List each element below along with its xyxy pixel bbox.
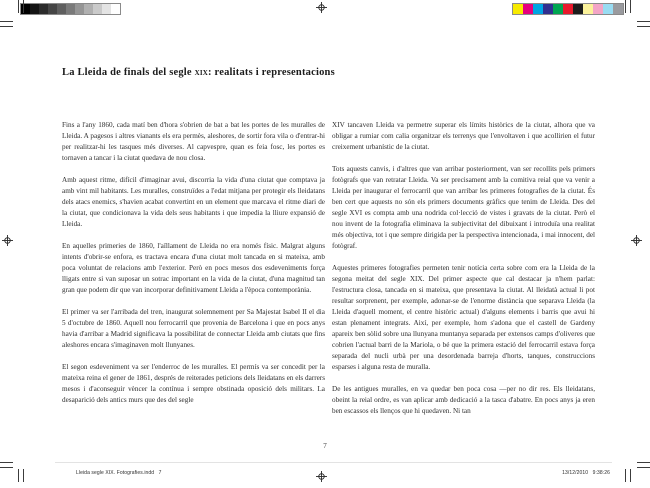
- color-patch: [603, 4, 613, 14]
- crop-mark: [23, 0, 24, 13]
- body-paragraph: Aquestes primeres fotografies permeten tenir notícia certa sobre com era la Lleida de la segona meitat del segle XIX. Del primer aspecte que cal destacar ja n'hem parlat: l'estructura closa, tancada en si mateixa, que presentava la ciutat. Al lleidatà actual li pot resultar sorprenent, per exemple, adonar-se de l'enorme distància que separava Lleida (la Lleida d'aquell moment, el centre històric actual) d'alguns elements i barris que avui hi estan plenament integrats. Així, per exemple, hom s'adona que el castell de Gardeny apareix ben sòlid sobre una llunyana muntanya separada per extensos camps d'oliveres que cobrien l'actual barri de la Mariola, o bé que la primera estació del ferrocarril estava força separada del nucli urbà per una desordenada barreja d'horts, tanques, construccions esparses i alguna resta de muralla.: [332, 264, 595, 371]
- gray-patch: [66, 4, 75, 14]
- crop-mark: [625, 469, 626, 482]
- gray-patch: [39, 4, 48, 14]
- color-patch: [513, 4, 523, 14]
- color-patch: [533, 4, 543, 14]
- gray-patch: [84, 4, 93, 14]
- body-paragraph: De les antigues muralles, en va quedar ben poca cosa —per no dir res. Els lleidatans, obeint la reial ordre, es van aplicar amb dedicació a la tasca d'abatre. En pocs anys ja eren ben escassos els llenços que hi quedaven. Ni tan: [332, 385, 595, 415]
- page-trim-edge: [55, 462, 612, 463]
- registration-mark-icon: [631, 235, 642, 246]
- crop-mark: [18, 469, 19, 482]
- color-patch: [613, 4, 623, 14]
- gray-patch: [48, 4, 57, 14]
- crop-mark: [0, 21, 13, 22]
- page-title-roman-numeral: xix: [194, 67, 209, 79]
- gray-patch: [93, 4, 102, 14]
- crop-mark: [637, 467, 650, 468]
- crop-mark: [0, 26, 13, 27]
- color-patch: [523, 4, 533, 14]
- body-paragraph: XIV tancaven Lleida va permetre superar els límits històrics de la ciutat, alhora que va obligar a rumiar com calia organitzar els terrenys que l'envoltaven i que acollirien el futur creixement urbanístic de la ciutat.: [332, 121, 595, 151]
- text-column-right: [332, 120, 595, 428]
- body-paragraph: Tots aquests canvis, i d'altres que van arribar posteriorment, van ser recollits pels primers fotògrafs que van retratar Lleida. Va ser precisament amb la comitiva reial que va venir a Lleida per inaugurar el ferrocarril que van arribar les primeres fotografies de la ciutat. És ben cert que aquests no són els primers documents gràfics que tenim de Lleida. Des del segle XVI es compta amb una nodrida col·lecció de vistes i gravats de la ciutat. Però el nou invent de la fotografia eliminava la subjectivitat del dibuixant i introduïa una realitat més objectiva, tot i que sempre dirigida per la perspectiva intencionada, i mai innocent, del fotògraf.: [332, 165, 595, 250]
- color-patch: [593, 4, 603, 14]
- color-patch: [583, 4, 593, 14]
- color-patch: [573, 4, 583, 14]
- registration-mark-icon: [316, 2, 327, 13]
- slug-timestamp: 13/12/2010 9:38:26: [562, 470, 610, 476]
- page-title-suffix: : realitats i representacions: [208, 67, 335, 79]
- body-paragraph: Fins a l'any 1860, cada matí ben d'hora s'obrien de bat a bat les portes de les muralles de Lleida. A pagesos i altres vianants els era permès, aleshores, de sortir fora vila o d'entrar-hi per realitzar-hi les tasques més diverses. Al capvespre, quan es feia fosc, les portes es tornaven a tancar i la ciutat quedava de nou closa.: [62, 121, 325, 162]
- slug-filename: Lleida segle XIX. Fotografies.indd 7: [76, 470, 162, 476]
- crop-mark: [23, 469, 24, 482]
- page-title: [62, 67, 542, 78]
- page-title-prefix: La Lleida de finals del segle: [62, 67, 195, 79]
- crop-mark: [0, 467, 13, 468]
- body-paragraph: En aquelles primeries de 1860, l'aïllament de Lleida no era només físic. Malgrat alguns intents d'obrir-se enfora, es tractava encara d'una ciutat molt tancada en si mateixa, amb poca voluntat de relacions amb l'exterior. Però en pocs mesos dos esdeveniments força lligats entre si van suposar un sotrac important en la vida de la ciutat, d'una magnitud tan gran que podem dir que van incorporar definitivament Lleida a l'època contemporània.: [62, 242, 325, 294]
- color-patch: [563, 4, 573, 14]
- color-patch: [553, 4, 563, 14]
- color-calibration-bar: [512, 3, 624, 15]
- gray-patch: [75, 4, 84, 14]
- crop-mark: [637, 21, 650, 22]
- crop-mark: [637, 26, 650, 27]
- color-patch: [543, 4, 553, 14]
- gray-patch: [57, 4, 66, 14]
- registration-mark-icon: [2, 235, 13, 246]
- crop-mark: [637, 462, 650, 463]
- crop-mark: [630, 0, 631, 13]
- gray-patch: [111, 4, 120, 14]
- gray-patch: [30, 4, 39, 14]
- text-column-left: [62, 120, 325, 417]
- gray-patch: [102, 4, 111, 14]
- crop-mark: [18, 0, 19, 13]
- registration-mark-icon: [316, 471, 327, 482]
- page-number: 7: [323, 442, 327, 450]
- crop-mark: [625, 0, 626, 13]
- body-paragraph: Amb aquest ritme, difícil d'imaginar avui, discorria la vida d'una ciutat que comptava ja amb vint mil habitants. Les muralles, construïdes a l'edat mitjana per protegir els lleidatans dels atacs enemics, s'havien acabat convertint en un element que marcava el ritme diari de la ciutat, que condicionava la vida dels seus habitants i que impedia la lliure expansió de Lleida.: [62, 176, 325, 228]
- body-paragraph: El primer va ser l'arribada del tren, inaugurat solemnement per Sa Majestat Isabel II el dia 5 d'octubre de 1860. Aquell nou ferrocarril que provenia de Barcelona i que en pocs anys havia d'arribar a Madrid significava la possibilitat de connectar Lleida amb ciutats que fins aleshores encara s'imaginaven molt llunyanes.: [62, 308, 325, 349]
- crop-mark: [0, 462, 13, 463]
- body-paragraph: El segon esdeveniment va ser l'enderroc de les muralles. El permís va ser concedit per la mateixa reina el gener de 1861, després de reiterades peticions dels lleidatans en els darrers mesos i d'aconseguir vèncer la contínua i sempre obstinada oposició dels militars. La desaparició dels antics murs que des del segle: [62, 363, 325, 404]
- grayscale-calibration-bar: [20, 3, 121, 15]
- crop-mark: [630, 469, 631, 482]
